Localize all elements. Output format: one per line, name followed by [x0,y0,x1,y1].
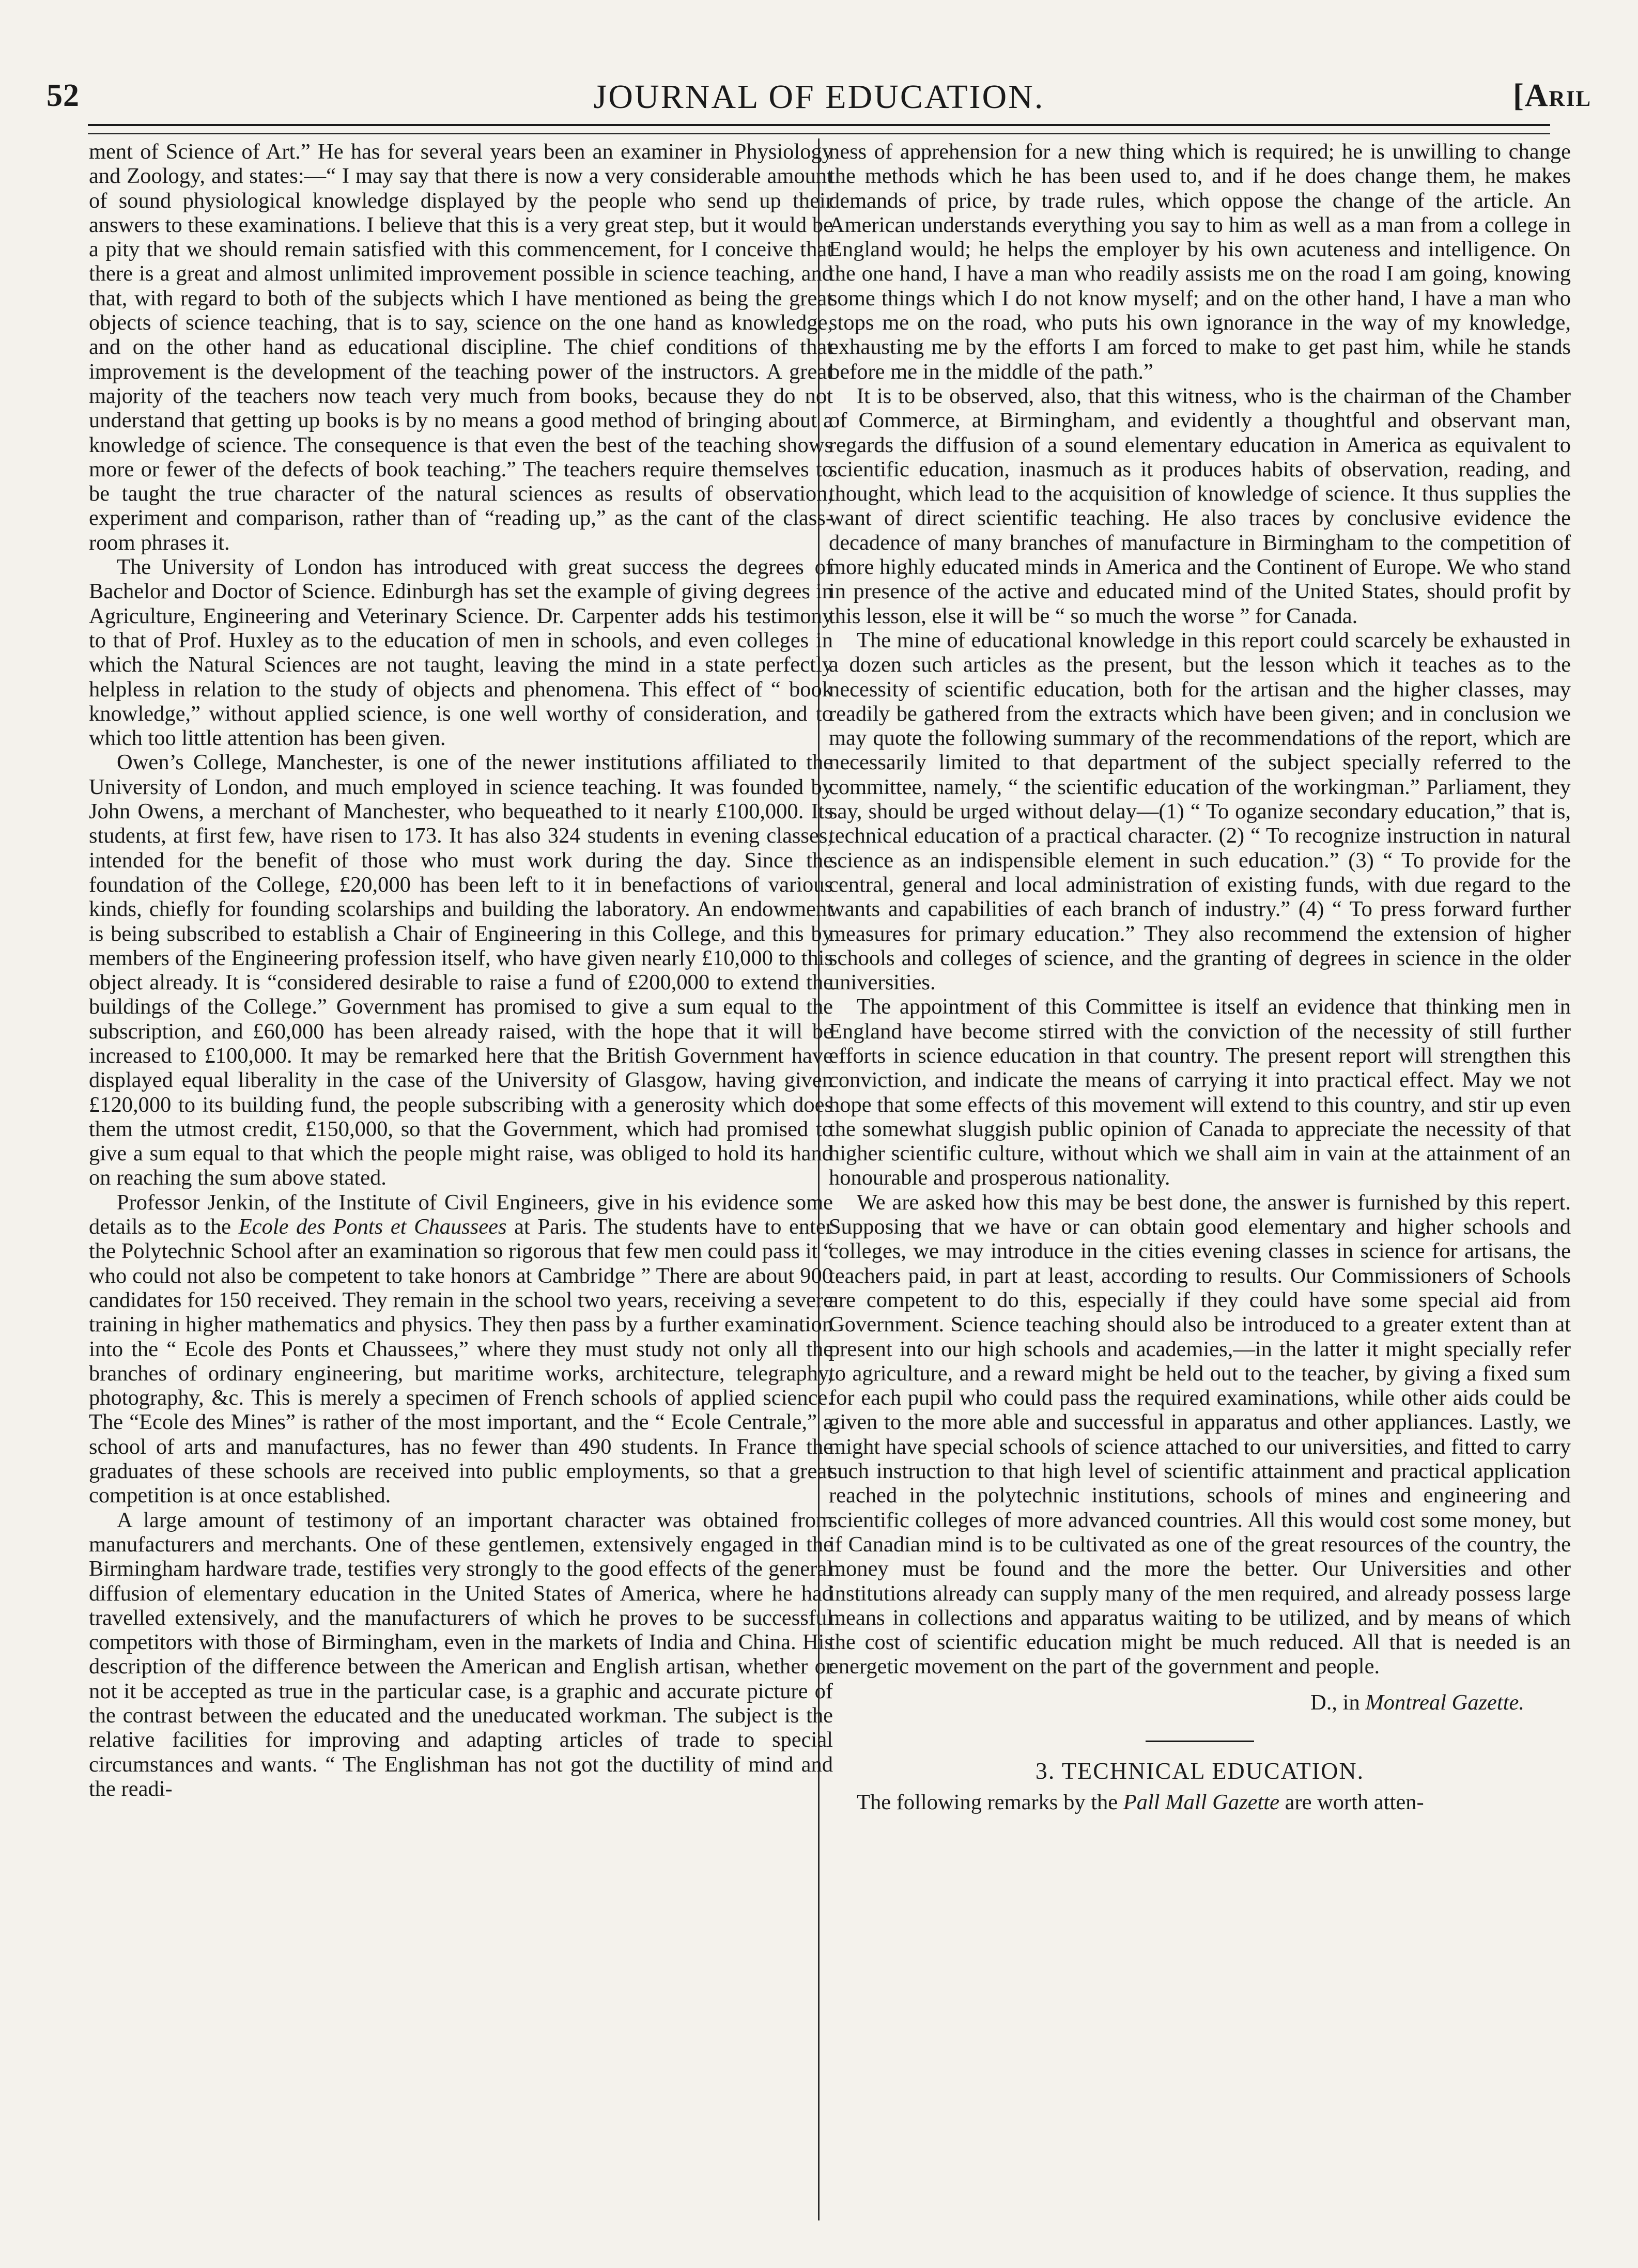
signature-source: Montreal Gazette. [1365,1690,1524,1715]
paragraph: The mine of educational knowledge in this report could scarcely be exhausted in a dozen such articles as the present, but the lesson which it teaches as to the necessity of scientific education, both for the artisan and the higher classes, may readily be gathered from the extracts which have been given; and in conclusion we may quote the following summary of the recommendations of the report, which are necessarily limited to that department of the subject specially referred to the committee, namely, “ the scientific education of the workingman.” Parliament, they say, should be urged without delay—(1) “ To oganize secondary education,” that is, technical education of a practical character. (2) “ To recognize instruction in natural science as an indispensible element in such education.” (3) “ To provide for the central, general and local administration of existing funds, with due regard to the wants and capabilities of each branch of industry.” (4) “ To press forward further measures for primary education.” They also recommend the extension of higher schools and colleges of science, and the granting of degrees in science in the older universities. [829,628,1571,995]
section-rule [1146,1741,1254,1742]
paragraph: A large amount of testimony of an important character was obtained from manufacturers and merchants. One of these gentlemen, extensively engaged in the Birmingham hardware trade, testifies very strongly to the good effects of the general diffusion of elementary education in the United States of America, where he had travelled extensively, and the manufacturers of which he proves to be successful competitors with those of Birmingham, even in the markets of India and China. His description of the difference between the American and English artisan, whether or not it be accepted as true in the particular case, is a graphic and accurate picture of the contrast between the educated and the uneducated workman. The subject is the relative facilities for improving and adapting articles of trade to special circumstances and wants. “ The Englishman has not got the ductility of mind and the readi- [89,1508,833,1801]
page-number: 52 [47,78,80,113]
paragraph: We are asked how this may be best done, the answer is furnished by this repert. Supposing that we have or can obtain good elementary and higher schools and colleges, we may introduce in the cities evening classes in science for artisans, the teachers paid, in part at least, according to results. Our Commissioners of Schools are competent to do this, especially if they could have some special aid from Government. Science teaching should also be introduced to a greater extent than at present into our high schools and academies,—in the latter it might specially refer to agriculture, and a reward might be held out to the teacher, by giving a fixed sum for each pupil who could pass the required examinations, while other aids could be given to the more able and successful in apparatus and other appliances. Lastly, we might have special schools of science attached to our universities, and fitted to carry such instruction to that high level of scientific attainment and practical application reached in the polytechnic institutions, schools of mines and engineering and scientific colleges of more advanced countries. All this would cost some money, but if Canadian mind is to be cultivated as one of the great resources of the country, the money must be found and the more the better. Our Universities and other institutions already can supply many of the men required, and already possess large means in collections and apparatus waiting to be utilized, and by means of which the cost of scientific education might be much reduced. All that is needed is an energetic movement on the part of the government and people. [829,1190,1571,1679]
paragraph: ment of Science of Art.” He has for several years been an examiner in Physiology and Zoology, and states:—“ I may say that there is now a very considerable amount of sound physiological knowledge displayed by the people who send up their answers to these examinations. I believe that this is a very great step, but it would be a pity that we should remain satisfied with this commencement, for I conceive that there is a great and almost unlimited improvement possible in science teaching, and that, with regard to both of the subjects which I have mentioned as being the great objects of science teaching, that is to say, science on the one hand as knowledge, and on the other hand as educational discipline. The chief conditions of that improvement is the development of the teaching power of the instructors. A great majority of the teachers now teach very much from books, because they do not understand that getting up books is by no means a good method of bringing about a knowledge of science. The consequence is that even the best of the teaching shows more or fewer of the defects of book teaching.” The teachers require themselves to be taught the true character of the natural sciences as results of observation, experiment and comparison, rather than of “reading up,” as the cant of the class-room phrases it. [89,139,833,555]
section-heading: 3. TECHNICAL EDUCATION. [1035,1758,1365,1784]
left-column [89,139,833,1801]
text-run: are worth atten- [1279,1790,1424,1815]
journal-title: JOURNAL OF EDUCATION. [593,78,1045,116]
paragraph: Owen’s College, Manchester, is one of the newer institutions affiliated to the University of London, and much employed in science teaching. It was founded by John Owens, a merchant of Manchester, who bequeathed to it nearly £100,000. Its students, at first few, have risen to 173. It has also 324 students in evening classes, intended for the benefit of those who must work during the day. Since the foundation of the College, £20,000 has been left to it in benefactions of various kinds, chiefly for founding scolarships and building the laboratory. An endowment is being subscribed to establish a Chair of Engineering in this College, and this by members of the Engineering profession itself, who have given nearly £10,000 to this object already. It is “considered desirable to raise a fund of £200,000 to extend the buildings of the College.” Government has promised to give a sum equal to the subscription, and £60,000 has been already raised, with the hope that it will be increased to £100,000. It may be remarked here that the British Government have displayed equal liberality in the case of the University of Glasgow, having given £120,000 to its building fund, the people subscribing with a generosity which does them the utmost credit, £150,000, so that the Government, which had promised to give a sum equal to that which the people might raise, was obliged to hold its hand on reaching the sum above stated. [89,750,833,1190]
right-column [829,139,1571,1815]
paragraph: ness of apprehension for a new thing which is required; he is unwilling to change the methods which he has been used to, and if he does change them, he makes demands of price, by trade rules, which oppose the change of the article. An American understands everything you say to him as well as a man from a college in England would; he helps the employer by his own acuteness and intelligence. On the one hand, I have a man who readily assists me on the road I am going, knowing some things which I do not know myself; and on the other hand, I have a man who stops me on the road, who puts his own ignorance in the way of my knowledge, exhausting me by the efforts I am forced to make to get past him, while he stands before me in the middle of the path.” [829,139,1571,384]
text-run: The following remarks by the [857,1790,1123,1815]
text-run: Professor Jenkin, of the Institute of Civil Engineers, give in his evidence some details as to the [89,1190,833,1239]
text-run: at Paris. The students have to enter the Polytechnic School after an examination so rigorous that few men could pass it “ who could not also be competent to take honors at Cambridge ” There are about 900 candidates for 150 received. They remain in the school two years, receiving a severe training in higher mathematics and physics. They then pass by a further examination into the “ Ecole des Ponts et Chaussees,” where they must study not only all the branches of ordinary engineering, but maritime works, architecture, telegraphy, photography, &c. This is merely a specimen of French schools of applied science. The “Ecole des Mines” is rather of the most important, and the “ Ecole Centrale,” a school of arts and manufactures, has no fewer than 490 students. In France the graduates of these schools are received into public employments, so that a great competition is at once established. [89,1215,833,1508]
italic-title: Pall Mall Gazette [1123,1790,1279,1815]
paragraph: The University of London has introduced with great success the degrees of Bachelor and Doctor of Science. Edinburgh has set the example of giving degrees in Agriculture, Engineering and Veterinary Science. Dr. Carpenter adds his testimony to that of Prof. Huxley as to the education of men in schools, and even colleges in which the Natural Sciences are not taught, leaving the mind in a state perfectly helpless in relation to the study of objects and phenomena. This effect of “ book knowledge,” without applied science, is one well worthy of consideration, and to which too little attention has been given. [89,555,833,751]
signature-prefix: D., in [1310,1690,1366,1715]
article-signature [829,1690,1571,1715]
paragraph: The appointment of this Committee is itself an evidence that thinking men in England have become stirred with the conviction of the necessity of still further efforts in science education in that country. The present report will strengthen this conviction, and indicate the means of carrying it into practical effect. May we not hope that some effects of this movement will extend to this country, and stir up even the somewhat sluggish public opinion of Canada to appreciate the necessity of that higher scientific culture, without which we shall aim in vain at the attainment of an honourable and prosperous nationality. [829,995,1571,1190]
header-rule [88,124,1550,134]
paragraph [829,1790,1571,1814]
paragraph [89,1190,833,1508]
month-label: [Aril [1513,78,1591,113]
paragraph: It is to be observed, also, that this witness, who is the chairman of the Chamber of Commerce, at Birmingham, and evidently a thoughtful and observant man, regards the diffusion of a sound elementary education in America as equivalent to scientific education, inasmuch as it produces habits of observation, reading, and thought, which lead to the acquisition of knowledge of science. It thus supplies the want of direct scientific teaching. He also traces by conclusive evidence the decadence of many branches of manufacture in Birmingham to the competition of more highly educated minds in America and the Continent of Europe. We who stand in presence of the active and educated mind of the United States, should profit by this lesson, else it will be “ so much the worse ” for Canada. [829,383,1571,628]
italic-title: Ecole des Ponts et Chaussees [238,1215,507,1239]
